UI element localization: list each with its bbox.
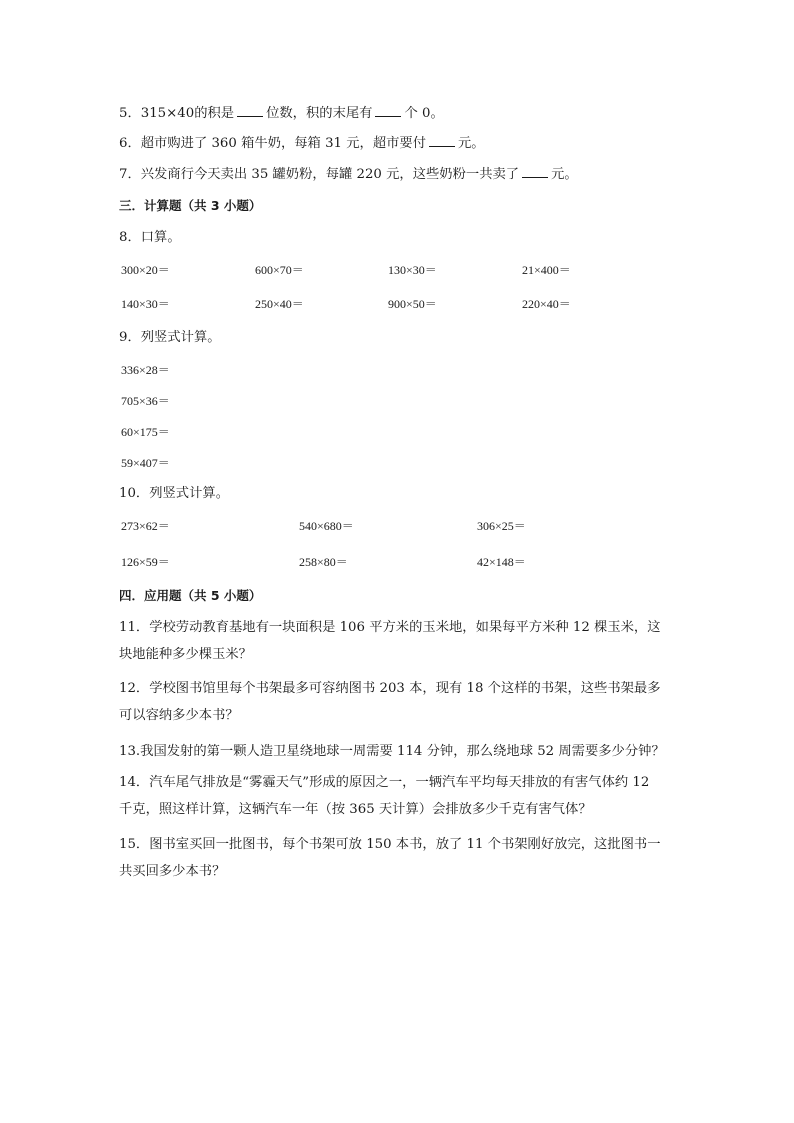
q8-expr: 250×40＝ <box>255 297 304 311</box>
q8-expr: 900×50＝ <box>388 297 437 311</box>
question-14 <box>119 769 679 823</box>
question-15 <box>119 831 679 885</box>
q10-expr: 306×25＝ <box>477 519 526 533</box>
q12-line-2: 可以容纳多少本书？ <box>119 708 239 723</box>
q10-expr: 258×80＝ <box>299 555 348 569</box>
section-4-heading: 四．应用题（共 5 小题） <box>119 588 262 603</box>
q11-line-1: 11．学校劳动教育基地有一块面积是 106 平方米的玉米地，如果每平方米种 12 棵玉米，这 <box>119 620 661 635</box>
q5-text-c: 个 0。 <box>404 106 444 121</box>
q9-expr: 59×407＝ <box>121 456 170 470</box>
q8-expr: 130×30＝ <box>388 263 437 277</box>
q7-text-a: 7．兴发商行今天卖出 35 罐奶粉，每罐 220 元，这些奶粉一共卖了 <box>119 167 520 182</box>
q8-expr: 220×40＝ <box>522 297 571 311</box>
q7-blank <box>522 165 548 178</box>
q8-expr: 300×20＝ <box>121 263 170 277</box>
q8-expr: 600×70＝ <box>255 263 304 277</box>
q11-line-2: 块地能种多少棵玉米？ <box>119 647 252 662</box>
q6-text-b: 元。 <box>458 136 485 151</box>
question-12 <box>119 675 679 729</box>
q15-line-1: 15．图书室买回一批图书，每个书架可放 150 本书，放了 11 个书架刚好放完，这批图书一 <box>119 837 661 852</box>
q10-expr: 42×148＝ <box>477 555 526 569</box>
q12-line-1: 12．学校图书馆里每个书架最多可容纳图书 203 本，现有 18 个这样的书架，这些书架最多 <box>119 681 661 696</box>
question-13 <box>119 738 679 765</box>
q6-blank <box>429 134 455 147</box>
q5-text-a: 5．315×40的积是 <box>119 106 235 121</box>
q9-expr: 705×36＝ <box>121 394 170 408</box>
q6-text-a: 6．超市购进了 360 箱牛奶，每箱 31 元，超市要付 <box>119 136 427 151</box>
q10-expr: 126×59＝ <box>121 555 170 569</box>
q14-line-1: 14．汽车尾气排放是“雾霾天气”形成的原因之一，一辆汽车平均每天排放的有害气体约 12 <box>119 775 650 790</box>
q5-blank-2 <box>375 104 401 117</box>
q9-expr: 60×175＝ <box>121 425 170 439</box>
q10-title: 10．列竖式计算。 <box>119 486 229 501</box>
q5-blank-1 <box>237 104 263 117</box>
q13-line-1: 13.我国发射的第一颗人造卫星绕地球一周需要 114 分钟，那么绕地球 52 周需要多少分钟？ <box>119 744 665 759</box>
question-11 <box>119 614 679 668</box>
q10-expr: 540×680＝ <box>299 519 354 533</box>
q8-title: 8．口算。 <box>119 230 181 245</box>
question-7 <box>119 165 578 184</box>
q8-expr: 21×400＝ <box>522 263 571 277</box>
question-5 <box>119 104 444 123</box>
q7-text-b: 元。 <box>551 167 578 182</box>
q5-text-b: 位数，积的末尾有 <box>266 106 373 121</box>
question-6 <box>119 134 485 153</box>
section-3-heading: 三．计算题（共 3 小题） <box>119 198 262 213</box>
q8-expr: 140×30＝ <box>121 297 170 311</box>
q14-line-2: 千克，照这样计算，这辆汽车一年（按 365 天计算）会排放多少千克有害气体？ <box>119 802 592 817</box>
q9-expr: 336×28＝ <box>121 363 170 377</box>
q15-line-2: 共买回多少本书？ <box>119 864 226 879</box>
q10-expr: 273×62＝ <box>121 519 170 533</box>
q9-title: 9．列竖式计算。 <box>119 330 221 345</box>
